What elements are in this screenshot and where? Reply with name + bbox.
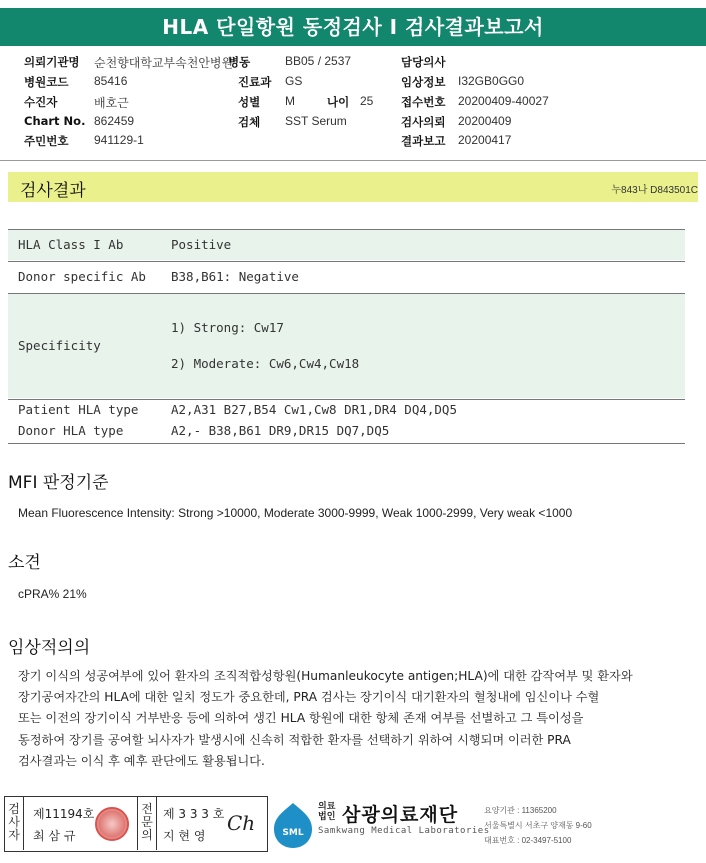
paragraph-line: 또는 이전의 장기이식 거부반응 등에 의하여 생긴 HLA 항원에 대한 항체 존재 여부를 선별하고 그 특이성을 (18, 711, 584, 726)
examiner-name: 최 삼 규 (33, 829, 76, 843)
org-info (484, 803, 592, 848)
org-phone: 대표번호 : 02-3497-5100 (484, 836, 572, 845)
ward-label: 병동 (228, 55, 251, 69)
logo-text: SML (282, 828, 304, 838)
request-date-label: 검사의뢰 (401, 115, 446, 129)
clinical-significance-text (18, 666, 698, 772)
specialist-name: 지 현 영 (163, 829, 206, 843)
patient-label: 수진자 (24, 95, 58, 109)
specialist-label: 전문의 (141, 802, 153, 842)
org-address: 서울특별시 서초구 양재동 9-60 (484, 821, 592, 830)
result-bottom-border (8, 443, 685, 444)
patient-hla-value: A2,A31 B27,B54 Cw1,Cw8 DR1,DR4 DQ4,DQ5 (171, 402, 457, 417)
hospital-code-value: 85416 (94, 74, 128, 88)
divider (137, 797, 138, 850)
sex-label: 성별 (238, 95, 261, 109)
test-code: 누843나 D843501C (611, 185, 698, 196)
paragraph-line: 장기공여자간의 HLA에 대한 일치 정도가 중요한데, PRA 검사는 장기이식 대기환자의 혈청내에 임신이나 수혈 (18, 690, 600, 705)
clinical-info-label: 임상정보 (401, 75, 446, 89)
hospital-value: 순천향대학교부속천안병원 (94, 56, 234, 70)
donor-hla-value: A2,- B38,B61 DR9,DR15 DQ7,DQ5 (171, 423, 390, 438)
specialist-license: 제 3 3 3 호 (163, 807, 225, 821)
patient-name: 배호근 (94, 96, 129, 110)
class1-value: Positive (171, 237, 232, 252)
class1-label: HLA Class I Ab (18, 237, 124, 252)
examiner-label: 검사자 (8, 802, 20, 842)
mfi-title: MFI 판정기준 (8, 473, 109, 493)
accession-value: 20200409-40027 (458, 94, 549, 108)
examiner-seal (95, 807, 129, 841)
result-row-specificity (8, 294, 685, 398)
dsa-value: B38,B61: Negative (171, 269, 299, 284)
specimen-value: SST Serum (285, 114, 347, 128)
patient-info (0, 54, 706, 154)
result-section-header (8, 172, 698, 202)
report-date-label: 결과보고 (401, 134, 446, 148)
report-title: HLA 단일항원 동정검사 I 검사결과보고서 (0, 8, 706, 46)
org-prefix: 의료법인 (318, 802, 336, 822)
accession-label: 접수번호 (401, 95, 446, 109)
specificity-moderate: 2) Moderate: Cw6,Cw4,Cw18 (171, 356, 360, 371)
age-value: 25 (360, 94, 374, 108)
signature-box (4, 796, 268, 852)
result-row-class1 (8, 230, 685, 260)
info-divider (0, 160, 706, 161)
patient-hla-label: Patient HLA type (18, 402, 139, 417)
org-name-en: Samkwang Medical Laboratories (318, 826, 490, 836)
mfi-text: Mean Fluorescence Intensity: Strong >10000, Moderate 3000-9999, Weak 1000-2999, Very weak <1000 (18, 506, 573, 520)
sml-logo-icon (272, 801, 314, 849)
request-date-value: 20200409 (458, 114, 512, 128)
opinion-text: cPRA% 21% (18, 587, 87, 601)
rrn-value: 941129-1 (94, 133, 144, 147)
specialist-signature: Ch (227, 811, 256, 835)
dsa-label: Donor specific Ab (18, 269, 146, 284)
clinical-info-value: I32GB0GG0 (458, 74, 525, 88)
rrn-label: 주민번호 (24, 134, 69, 148)
divider (23, 797, 24, 850)
sex-value: M (285, 94, 295, 108)
org-name: 삼광의료재단 (342, 804, 459, 826)
ward-value: BB05 / 2537 (285, 54, 352, 68)
donor-hla-label: Donor HLA type (18, 423, 124, 438)
paragraph-line: 동정하여 장기를 공여할 뇌사자가 발생시에 신속히 적합한 환자를 선택하기 위하여 시행되며 이러한 PRA (18, 732, 571, 747)
org-license: 요양기관 : 11365200 (484, 806, 557, 815)
specificity-strong: 1) Strong: Cw17 (171, 320, 284, 335)
result-row-dsa (8, 262, 685, 292)
clinical-significance-title: 임상적의의 (8, 638, 91, 658)
chart-label: Chart No. (24, 114, 86, 128)
hospital-code-label: 병원코드 (24, 75, 69, 89)
doctor-label: 담당의사 (401, 55, 446, 69)
paragraph-line: 검사결과는 이식 후 예후 판단에도 활용됩니다. (18, 753, 265, 768)
dept-value: GS (285, 74, 303, 88)
result-section-title: 검사결과 (20, 181, 86, 201)
divider (156, 797, 157, 850)
age-label: 나이 (327, 95, 350, 109)
report-date-value: 20200417 (458, 133, 512, 147)
specimen-label: 검체 (238, 115, 261, 129)
opinion-title: 소견 (8, 553, 41, 573)
chart-value: 862459 (94, 114, 135, 128)
paragraph-line: 장기 이식의 성공여부에 있어 환자의 조직적합성항원(Humanleukocyte antigen;HLA)에 대한 감작여부 및 환자와 (18, 669, 633, 683)
examiner-license: 제11194호 (33, 807, 95, 821)
dept-label: 진료과 (238, 75, 272, 89)
hospital-label: 의뢰기관명 (24, 55, 80, 69)
specificity-label: Specificity (18, 338, 101, 353)
result-row-hla-types (8, 400, 685, 444)
